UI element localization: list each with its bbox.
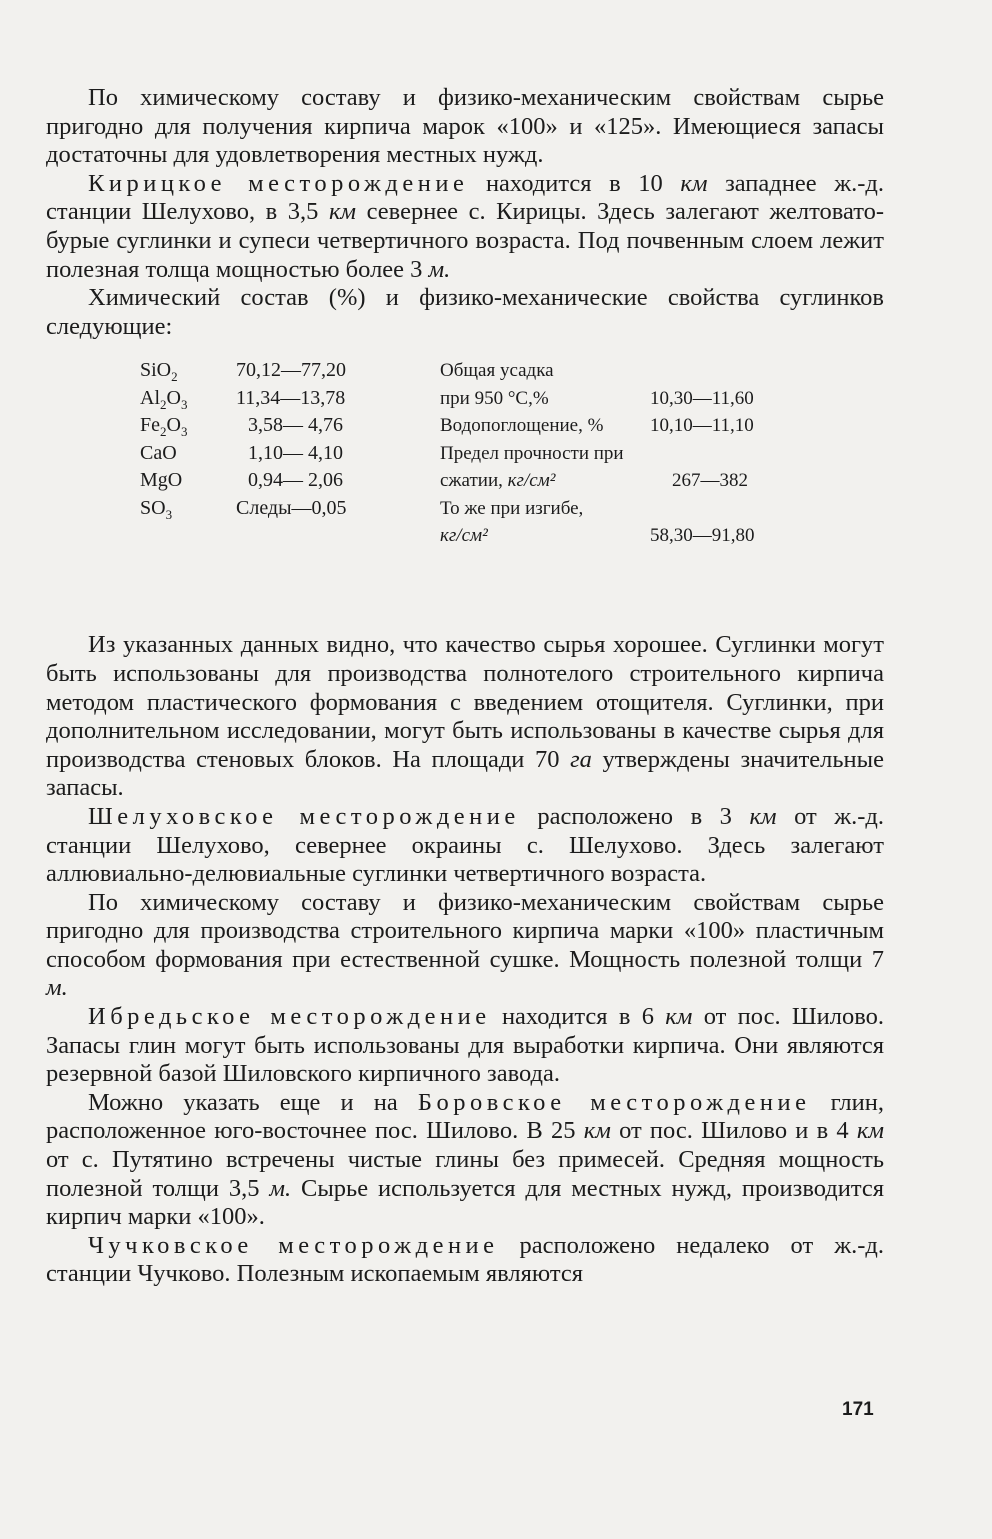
property-row: [440, 385, 800, 413]
paragraph-text: Из указанных данных видно, что качество сырья хорошее. Суглинки могут быть использованы для производства полнотелого строительного кирпича методом пластического формования с введением отощителя. Суглинки, при дополнительном исследовании, могут быть использованы в качестве сырья для производства стеновых блоков. На площади 70: [46, 631, 884, 773]
chem-formula: SiO$_2$: [140, 359, 178, 385]
property-label: сжатии, кг/см²: [440, 470, 556, 492]
property-label: То же при изгибе,: [440, 497, 584, 519]
property-value: 58,30—91,80: [650, 525, 755, 547]
paragraph: [46, 170, 884, 284]
paragraph-text: находится в 6: [490, 1003, 666, 1031]
page-number: 171: [842, 1399, 874, 1420]
property-row: [440, 440, 800, 468]
paragraph: [46, 84, 884, 170]
unit-italic: км: [665, 1003, 693, 1031]
chem-formula: $Fe_2O_3$: [140, 414, 188, 440]
paragraph-text: от пос. Шилово и в 4: [610, 1117, 857, 1145]
paragraph-text: Химический состав (%) и физико-механические свойства суглинков следующие:: [46, 284, 884, 340]
property-value: 10,30—11,60: [650, 387, 754, 409]
property-row: [440, 412, 800, 440]
property-label: кг/см²: [440, 525, 488, 547]
deposit-name: Боровское месторождение: [417, 1088, 811, 1116]
paragraph: [46, 889, 884, 1003]
paragraph-text: глин, расположенное юго-восточнее пос. Шилово. В 25: [46, 1088, 884, 1145]
chem-row: [140, 385, 398, 413]
unit-italic: км: [749, 802, 777, 830]
paragraph-text: от ж.-д. станции Шелухово, севернее окраины с. Шелухово. Здесь залегают аллювиально-делювиальные суглинки четвертичного возраста.: [46, 802, 885, 888]
paragraph: [46, 631, 884, 803]
chemical-composition-column: [140, 357, 398, 522]
property-value: 267—382: [672, 470, 748, 492]
chem-formula: $SO_3$: [140, 496, 173, 522]
unit-italic: км: [680, 169, 708, 197]
composition-table: [46, 357, 884, 601]
unit-italic: м.: [428, 255, 451, 283]
chem-formula: CaO: [140, 441, 177, 464]
chem-formula: $Al_2O_3$: [140, 386, 188, 412]
paragraph-text: По химическому составу и физико-механическим свойствам сырье пригодно для производства строительного кирпича марки «100» пластичным способом формования при естественной сушке. Мощность полезной толщи 7: [46, 888, 884, 973]
chem-value: 0,94— 2,06: [248, 469, 343, 492]
chem-value: 11,34—13,78: [236, 386, 346, 409]
physical-properties-column: [440, 357, 800, 550]
paragraph: [46, 803, 884, 889]
chem-value: 70,12—77,20: [236, 359, 346, 382]
paragraph: [46, 1232, 884, 1289]
chem-value: 1,10— 4,10: [248, 441, 343, 464]
paragraph-text: утверждены значительные запасы.: [46, 745, 885, 802]
property-row: [440, 357, 800, 385]
paragraph-text: западнее ж.-д. станции Шелухово, в 3,5: [46, 169, 885, 226]
unit-italic: м.: [269, 1174, 292, 1202]
deposit-name: Шелуховское месторождение: [88, 802, 520, 830]
unit-italic: км: [583, 1117, 611, 1145]
chem-formula: MgO: [140, 469, 183, 492]
unit-italic: м.: [46, 974, 68, 1002]
paragraph-text: от с. Путятино встречены чистые глины без примесей. Средняя мощность полезной толщи 3,5: [46, 1146, 884, 1202]
text-block-top: [46, 84, 884, 341]
paragraph-text: По химическому составу и физико-механическим свойствам сырье пригодно для получения кирпича марок «100» и «125». Имеющиеся запасы достаточны для удовлетворения местных нужд.: [46, 84, 884, 169]
page-body: [46, 84, 884, 1289]
unit-italic: км: [856, 1117, 884, 1145]
property-value: 10,10—11,10: [650, 415, 754, 437]
text-block-bottom: [46, 631, 884, 1289]
property-value: [650, 357, 800, 385]
paragraph-text: Можно указать еще и на: [88, 1088, 418, 1116]
paragraph-text: находится в 10: [468, 169, 681, 197]
unit-italic: км: [328, 198, 357, 226]
paragraph-text: от пос. Шилово. Запасы глин могут быть использованы для выработки кирпича. Они являются резервной базой Шиловского кирпичного завода.: [46, 1003, 884, 1088]
chem-row: [140, 440, 398, 468]
property-row: [440, 495, 800, 523]
paragraph: [46, 1003, 884, 1089]
paragraph-text: Сырье используется для местных нужд, производится кирпич марки «100».: [46, 1174, 884, 1231]
property-label: Общая усадка: [440, 360, 554, 382]
chem-value: Следы—0,05: [236, 496, 347, 519]
chem-value: 3,58— 4,76: [248, 414, 343, 437]
property-value: [650, 495, 800, 523]
chem-row: [140, 495, 398, 523]
unit-italic: га: [570, 745, 592, 773]
property-row: [440, 522, 800, 550]
chem-row: [140, 467, 398, 495]
paragraph: [46, 1089, 884, 1232]
paragraph-text: расположено в 3: [519, 802, 750, 830]
property-label: при 950 °С,%: [440, 387, 549, 409]
property-row: [440, 467, 800, 495]
paragraph: [46, 284, 884, 341]
property-value: [650, 440, 800, 468]
property-label: Предел прочности при: [440, 442, 624, 464]
chem-row: [140, 357, 398, 385]
paragraph-text: севернее с. Кирицы. Здесь залегают желтовато-бурые суглинки и супеси четвертичного возраста. Под почвенным слоем лежит полезная толща мощностью более 3: [46, 198, 884, 283]
property-label: Водопоглощение, %: [440, 415, 604, 437]
chem-row: [140, 412, 398, 440]
deposit-name: Кирицкое месторождение: [88, 169, 469, 197]
paragraph-text: расположено недалеко от ж.-д. станции Чучково. Полезным ископаемым являются: [46, 1231, 884, 1288]
deposit-name: Чучковское месторождение: [88, 1231, 499, 1259]
deposit-name: Ибредьское месторождение: [88, 1003, 491, 1031]
